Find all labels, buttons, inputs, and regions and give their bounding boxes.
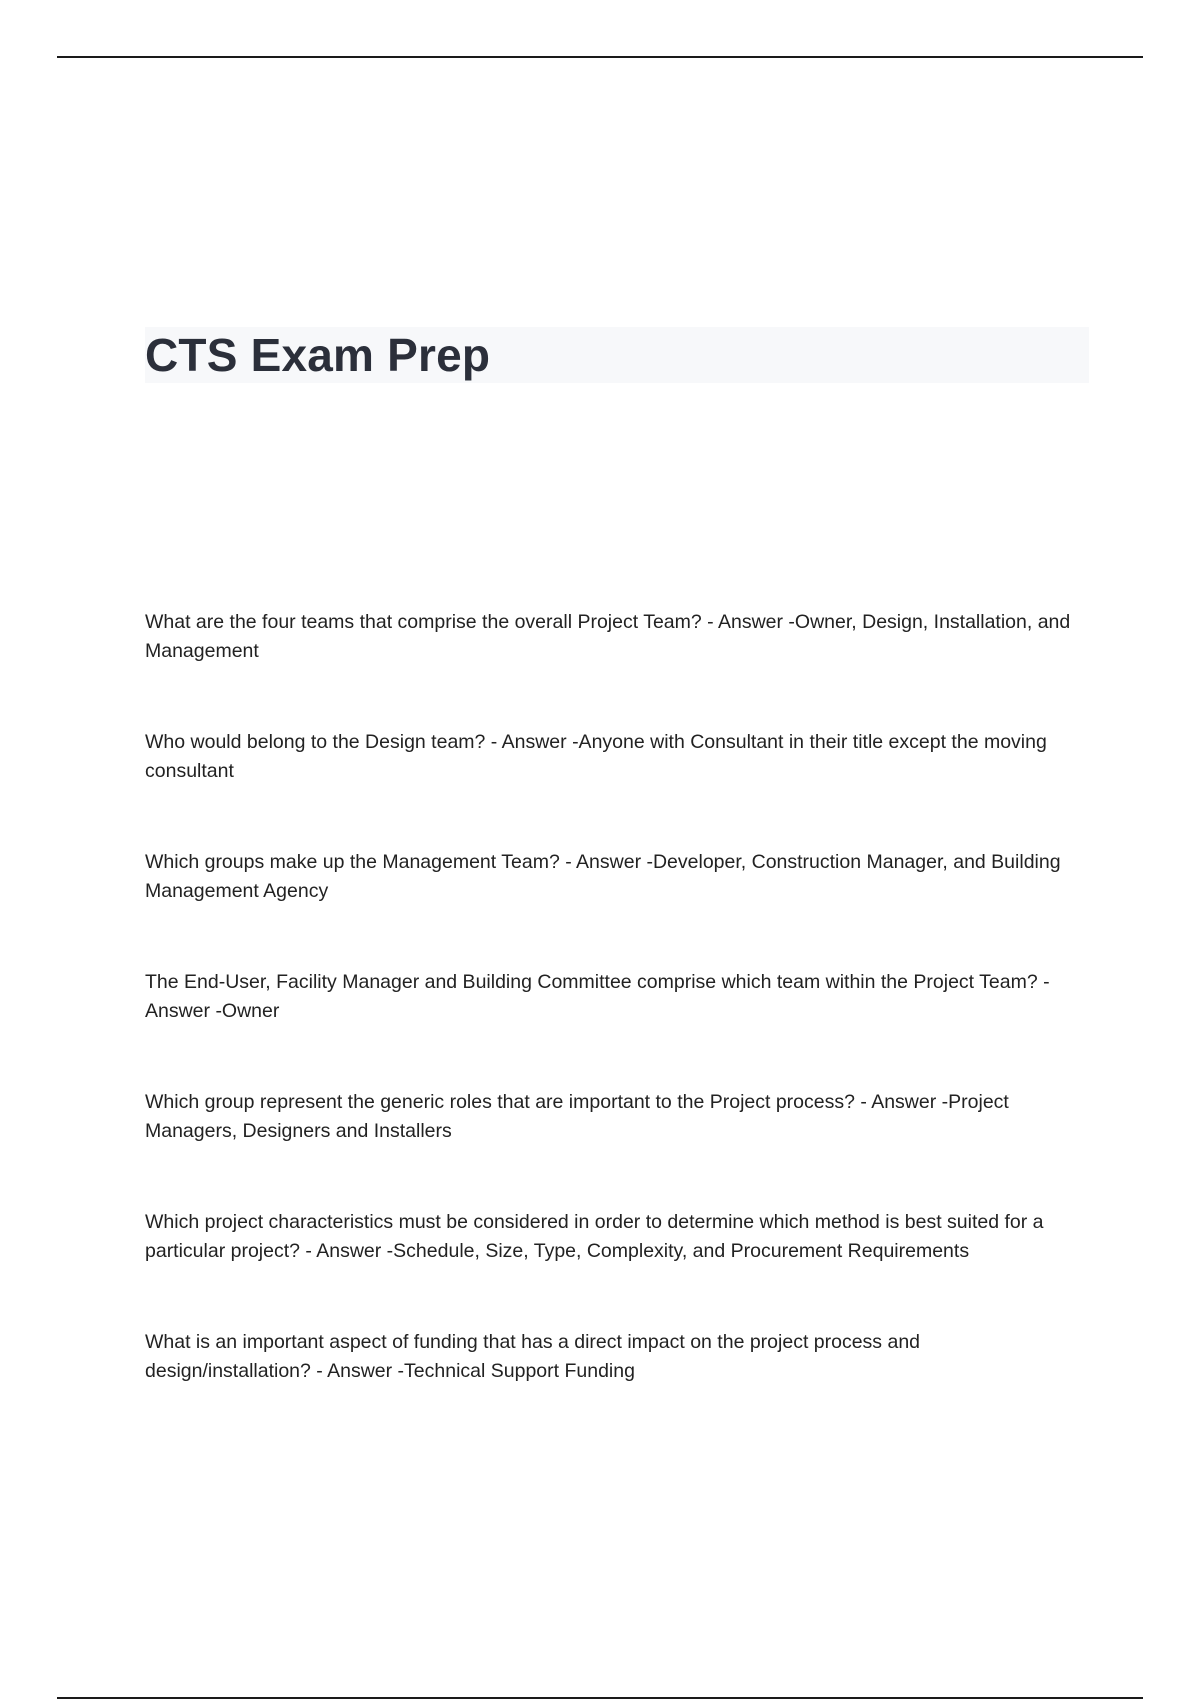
- top-rule: [57, 56, 1143, 58]
- document-title: CTS Exam Prep: [145, 329, 491, 381]
- qa-item: The End-User, Facility Manager and Building Committee comprise which team within the Project Team? - Answer -Owner: [145, 971, 1050, 1022]
- qa-item: Who would belong to the Design team? - Answer -Anyone with Consultant in their title except the moving consultant: [145, 731, 1047, 782]
- qa-item: What is an important aspect of funding that has a direct impact on the project process and design/installation? - Answer -Technical Support Funding: [145, 1331, 921, 1382]
- qa-item: Which groups make up the Management Team? - Answer -Developer, Construction Manager, and Building Management Agency: [145, 851, 1061, 902]
- qa-list: [145, 608, 1090, 1448]
- qa-item: Which project characteristics must be considered in order to determine which method is best suited for a particular project? - Answer -Schedule, Size, Type, Complexity, and Procurement Requirements: [145, 1211, 1044, 1262]
- qa-item: What are the four teams that comprise the overall Project Team? - Answer -Owner, Design, Installation, and Management: [145, 611, 1071, 662]
- qa-item: Which group represent the generic roles that are important to the Project process? - Answer -Project Managers, Designers and Installers: [145, 1091, 1009, 1142]
- bottom-rule: [57, 1697, 1143, 1699]
